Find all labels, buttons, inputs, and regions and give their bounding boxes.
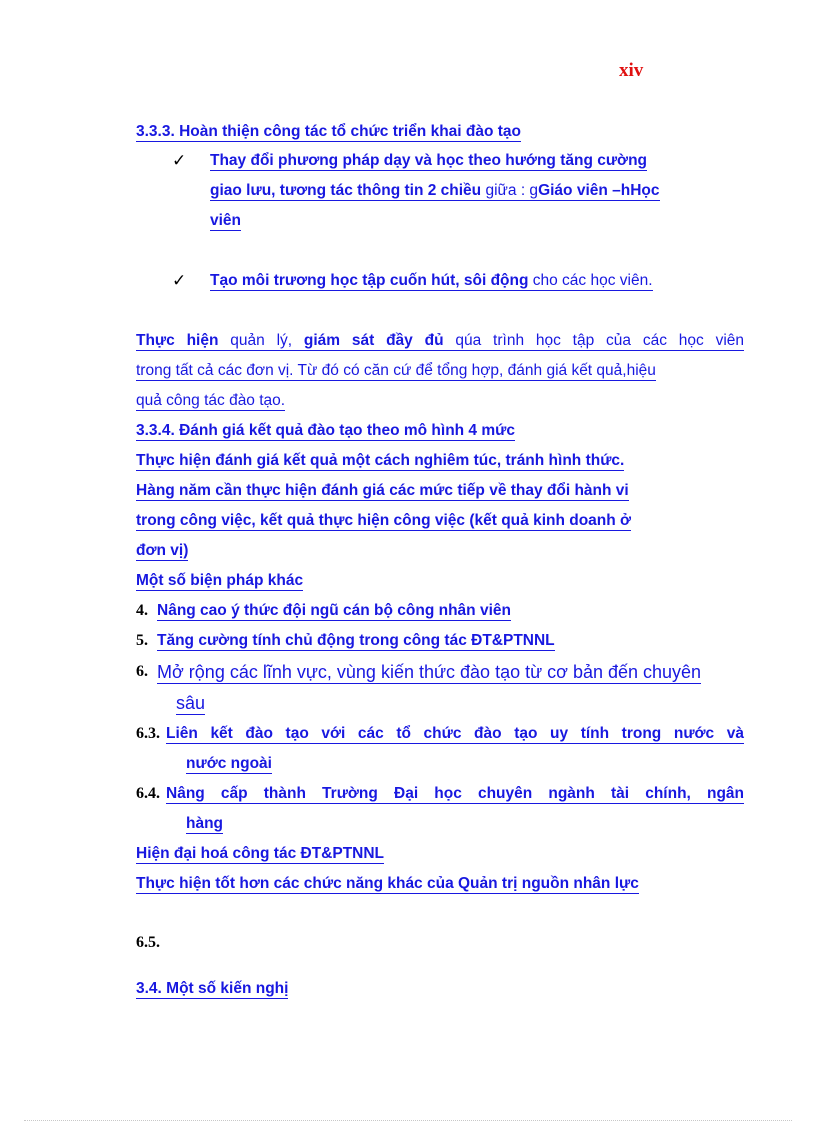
para1-bold2[interactable]: giám sát đầy đủ: [303, 332, 444, 349]
para2-line2[interactable]: [136, 506, 744, 536]
item-number: 4.: [136, 602, 148, 619]
footer-divider: [24, 1120, 792, 1121]
other-measures[interactable]: [136, 566, 744, 596]
bullet1-line2-normal[interactable]: giữa : g: [481, 182, 539, 199]
heading-3-3-3[interactable]: [136, 117, 744, 147]
bullet2-normal[interactable]: cho các học viên.: [528, 272, 653, 289]
item-6-4-cont-text[interactable]: hàng: [186, 815, 224, 832]
bullet1-line1[interactable]: [210, 146, 734, 176]
heading-3-4[interactable]: [136, 974, 744, 1004]
item-4[interactable]: [157, 596, 744, 626]
para1-line3-text[interactable]: quả công tác đào tạo.: [136, 392, 286, 409]
para2-line2-text[interactable]: trong công việc, kết quả thực hiện công việc (kết quả kinh doanh ở: [136, 512, 632, 529]
eval-line-text[interactable]: Thực hiện đánh giá kết quả một cách nghiêm túc, tránh hình thức.: [136, 452, 625, 469]
item-6[interactable]: [157, 657, 744, 687]
item-number: 5.: [136, 632, 148, 649]
modernize-line[interactable]: [136, 839, 744, 869]
item-6-4-text[interactable]: Nâng cấp thành Trường Đại học chuyên ngành tài chính, ngân: [166, 785, 744, 802]
item-6-cont-text[interactable]: sâu: [176, 693, 206, 713]
eval-line[interactable]: [136, 446, 744, 476]
bullet1-line1-text[interactable]: Thay đổi phương pháp dạy và học theo hướng tăng cường: [210, 152, 648, 169]
item-6-3[interactable]: [166, 719, 744, 749]
item-5-text[interactable]: Tăng cường tính chủ động trong công tác ĐT&PTNNL: [157, 632, 555, 649]
para1-bold1[interactable]: Thực hiện: [136, 332, 219, 349]
bullet1-line3-text[interactable]: viên: [210, 212, 242, 229]
para1-normal2[interactable]: qúa trình học tập của các học viên: [443, 332, 745, 349]
modernize-text[interactable]: Hiện đại hoá công tác ĐT&PTNNL: [136, 845, 385, 862]
para1-line1[interactable]: [136, 326, 744, 356]
bullet2-line[interactable]: [210, 266, 734, 296]
bullet1-line2-bold[interactable]: giao lưu, tương tác thông tin 2 chiều: [210, 182, 482, 199]
para1-normal1[interactable]: quản lý,: [218, 332, 304, 349]
item-6-text[interactable]: Mở rộng các lĩnh vực, vùng kiến thức đào tạo từ cơ bản đến chuyên: [157, 662, 702, 682]
item-5[interactable]: [157, 626, 744, 656]
item-6-3-cont-text[interactable]: nước ngoài: [186, 755, 272, 772]
bullet2-bold[interactable]: Tạo môi trương học tập cuốn hút, sôi động: [210, 272, 529, 289]
para1-line2[interactable]: [136, 356, 744, 386]
para2-line1-text[interactable]: Hàng năm cần thực hiện đánh giá các mức tiếp về thay đổi hành vi: [136, 482, 629, 499]
item-6-4-cont[interactable]: [186, 809, 744, 839]
hr-functions-text[interactable]: Thực hiện tốt hơn các chức năng khác của Quản trị nguồn nhân lực: [136, 875, 639, 892]
checkmark-icon: ✓: [172, 271, 187, 291]
para2-line1[interactable]: [136, 476, 744, 506]
item-number: 6.: [136, 663, 148, 680]
other-measures-text[interactable]: Một số biện pháp khác: [136, 572, 304, 589]
item-6-3-cont[interactable]: [186, 749, 744, 779]
para2-line3[interactable]: [136, 536, 744, 566]
para1-line2-text[interactable]: trong tất cả các đơn vị. Từ đó có căn cứ để tổng hợp, đánh giá kết quả,hiệu: [136, 362, 656, 379]
para1-line3[interactable]: [136, 386, 744, 416]
item-number: 6.3.: [136, 725, 160, 742]
item-6-3-text[interactable]: Liên kết đào tạo với các tổ chức đào tạo uy tính trong nước và: [166, 725, 744, 742]
heading-3-3-4-text[interactable]: 3.3.4. Đánh giá kết quả đào tạo theo mô hình 4 mức: [136, 422, 515, 439]
heading-3-3-3-text[interactable]: 3.3.3. Hoàn thiện công tác tổ chức triển khai đào tạo: [136, 123, 522, 140]
item-number: 6.4.: [136, 785, 160, 802]
item-6-cont[interactable]: [176, 688, 744, 718]
number-6-5: 6.5.: [136, 934, 160, 951]
bullet1-line2-student[interactable]: Học: [630, 182, 660, 199]
bullet1-line3[interactable]: [210, 206, 734, 236]
item-6-4[interactable]: [166, 779, 744, 809]
page-number: xiv: [619, 60, 644, 81]
bullet1-line2[interactable]: [210, 176, 734, 206]
heading-3-4-text[interactable]: 3.4. Một số kiến nghị: [136, 980, 289, 997]
item-4-text[interactable]: Nâng cao ý thức đội ngũ cán bộ công nhân viên: [157, 602, 511, 619]
bullet1-line2-teacher[interactable]: Giáo viên –h: [538, 182, 631, 199]
para2-line3-text[interactable]: đơn vị): [136, 542, 189, 559]
heading-3-3-4[interactable]: [136, 416, 744, 446]
checkmark-icon: ✓: [172, 151, 187, 171]
hr-functions-line[interactable]: [136, 869, 744, 899]
